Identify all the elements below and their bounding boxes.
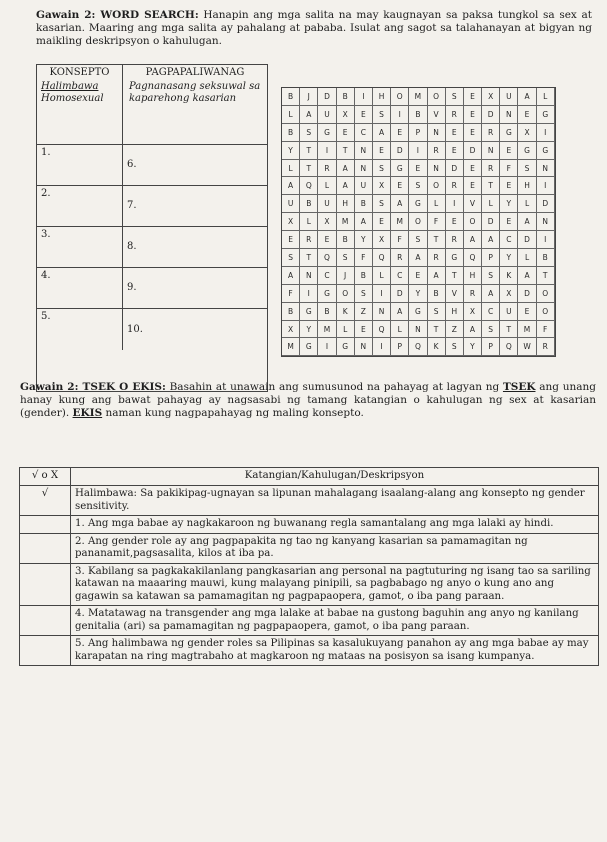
grid-cell[interactable]: R: [300, 231, 318, 249]
grid-cell[interactable]: E: [409, 267, 427, 285]
grid-cell[interactable]: T: [300, 142, 318, 160]
grid-cell[interactable]: F: [282, 285, 300, 303]
grid-cell[interactable]: M: [337, 213, 355, 231]
grid-cell[interactable]: A: [464, 321, 482, 339]
grid-cell[interactable]: A: [282, 177, 300, 195]
grid-cell[interactable]: S: [337, 249, 355, 267]
grid-cell[interactable]: S: [446, 338, 464, 356]
grid-cell[interactable]: S: [428, 303, 446, 321]
grid-cell[interactable]: I: [446, 195, 464, 213]
grid-cell[interactable]: T: [300, 160, 318, 178]
statement-text: 2. Ang gender role ay ang pagpapakita ng tao ng kanyang kasarian sa pamamagitan ng pananamit,pagsasalita, kilos at iba pa.: [71, 533, 599, 563]
grid-cell[interactable]: H: [373, 88, 391, 106]
grid-cell[interactable]: U: [355, 177, 373, 195]
grid-cell[interactable]: Q: [464, 249, 482, 267]
grid-cell[interactable]: D: [446, 160, 464, 178]
grid-cell[interactable]: I: [318, 338, 336, 356]
grid-cell[interactable]: L: [318, 177, 336, 195]
grid-cell[interactable]: S: [482, 267, 500, 285]
grid-cell[interactable]: E: [464, 177, 482, 195]
grid-cell[interactable]: E: [500, 213, 518, 231]
grid-cell[interactable]: E: [500, 177, 518, 195]
grid-cell[interactable]: Y: [409, 285, 427, 303]
answer-row[interactable]: 4. 9.: [37, 268, 267, 309]
grid-cell[interactable]: Y: [300, 321, 318, 339]
mark-cell[interactable]: [20, 606, 71, 636]
grid-cell[interactable]: I: [409, 142, 427, 160]
grid-cell[interactable]: N: [355, 160, 373, 178]
grid-cell[interactable]: N: [355, 338, 373, 356]
grid-cell[interactable]: R: [391, 249, 409, 267]
grid-cell[interactable]: X: [282, 321, 300, 339]
tsek-ekis-table: [19, 467, 599, 666]
grid-cell[interactable]: S: [446, 88, 464, 106]
mark-cell: √: [20, 486, 71, 516]
grid-cell[interactable]: I: [318, 142, 336, 160]
table-row: [20, 533, 599, 563]
statement-text: 5. Ang halimbawa ng gender roles sa Pilipinas sa kasalukuyang panahon ay ang mga babae ay may karapatan na ring magtrabaho at magkaroon ng mataas na posisyon sa isang kumpanya.: [71, 636, 599, 666]
grid-cell[interactable]: B: [300, 195, 318, 213]
activity-instructions: [36, 9, 592, 48]
grid-cell[interactable]: B: [409, 106, 427, 124]
grid-cell[interactable]: U: [318, 106, 336, 124]
grid-cell[interactable]: E: [355, 106, 373, 124]
grid-cell[interactable]: F: [537, 321, 555, 339]
grid-cell[interactable]: C: [318, 267, 336, 285]
table-row: [20, 486, 599, 516]
grid-cell[interactable]: M: [409, 88, 427, 106]
grid-cell[interactable]: A: [373, 124, 391, 142]
grid-cell[interactable]: G: [318, 124, 336, 142]
example-term: Homosexual: [41, 93, 104, 104]
grid-cell[interactable]: E: [391, 177, 409, 195]
grid-cell[interactable]: G: [500, 124, 518, 142]
grid-cell[interactable]: G: [446, 249, 464, 267]
grid-cell[interactable]: T: [482, 177, 500, 195]
grid-cell[interactable]: D: [318, 88, 336, 106]
grid-cell[interactable]: A: [518, 267, 536, 285]
grid-cell[interactable]: P: [391, 338, 409, 356]
grid-cell[interactable]: R: [446, 177, 464, 195]
ekis-label: EKIS: [72, 407, 103, 419]
grid-cell[interactable]: S: [409, 231, 427, 249]
grid-cell[interactable]: D: [482, 213, 500, 231]
word-search-grid[interactable]: [281, 87, 556, 357]
grid-cell[interactable]: G: [409, 303, 427, 321]
grid-cell[interactable]: S: [409, 177, 427, 195]
grid-cell[interactable]: L: [428, 195, 446, 213]
grid-cell[interactable]: A: [391, 195, 409, 213]
grid-cell[interactable]: T: [337, 142, 355, 160]
grid-cell[interactable]: K: [500, 267, 518, 285]
grid-cell[interactable]: W: [518, 338, 536, 356]
grid-cell[interactable]: L: [282, 106, 300, 124]
example-description: Pagnanasang seksuwal sa kaparehong kasarian: [129, 81, 261, 104]
description-column-header: Katangian/Kahulugan/Deskripsyon: [71, 468, 599, 486]
grid-cell[interactable]: U: [318, 195, 336, 213]
grid-cell[interactable]: O: [409, 213, 427, 231]
activity-instructions-text: Hanapin ang mga salita na may kaugnayan sa paksa tungkol sa sex at kasarian. Maaring ang mga salita ay pahalang at pababa. Isulat ang sagot sa talahanayan at bigyan ng maikling deskripsyon o kahulugan.: [36, 9, 592, 47]
grid-cell[interactable]: E: [337, 124, 355, 142]
mark-column-header: √ o X: [20, 468, 71, 486]
grid-cell[interactable]: E: [446, 142, 464, 160]
grid-cell[interactable]: D: [482, 106, 500, 124]
grid-cell[interactable]: A: [428, 267, 446, 285]
grid-cell[interactable]: N: [428, 160, 446, 178]
grid-cell[interactable]: X: [500, 285, 518, 303]
grid-cell[interactable]: B: [337, 231, 355, 249]
grid-cell[interactable]: O: [428, 88, 446, 106]
grid-cell[interactable]: Y: [282, 142, 300, 160]
grid-cell[interactable]: I: [537, 231, 555, 249]
grid-cell[interactable]: P: [409, 124, 427, 142]
grid-cell[interactable]: M: [391, 213, 409, 231]
grid-cell[interactable]: G: [537, 142, 555, 160]
table-row: [20, 636, 599, 666]
grid-cell[interactable]: Z: [355, 303, 373, 321]
grid-cell[interactable]: E: [446, 124, 464, 142]
grid-cell[interactable]: S: [282, 249, 300, 267]
table-row: [20, 606, 599, 636]
grid-cell[interactable]: F: [355, 249, 373, 267]
grid-cell[interactable]: E: [500, 142, 518, 160]
grid-cell[interactable]: I: [373, 285, 391, 303]
grid-cell[interactable]: R: [482, 124, 500, 142]
grid-cell[interactable]: N: [300, 267, 318, 285]
grid-cell[interactable]: D: [518, 231, 536, 249]
grid-cell[interactable]: G: [300, 303, 318, 321]
grid-cell[interactable]: I: [373, 338, 391, 356]
grid-cell[interactable]: R: [482, 160, 500, 178]
grid-cell[interactable]: B: [282, 88, 300, 106]
statement-text: Halimbawa: Sa pakikipag-ugnayan sa lipunan mahalagang isaalang-alang ang konsepto ng gender sensitivity.: [71, 486, 599, 516]
grid-cell[interactable]: I: [355, 88, 373, 106]
grid-cell[interactable]: X: [482, 88, 500, 106]
grid-cell[interactable]: R: [428, 249, 446, 267]
grid-cell[interactable]: L: [282, 160, 300, 178]
table-row: [20, 563, 599, 606]
pagpapaliwanag-header: PAGPAPALIWANAG: [145, 67, 245, 78]
grid-cell[interactable]: A: [482, 285, 500, 303]
grid-cell[interactable]: C: [500, 231, 518, 249]
grid-cell[interactable]: J: [337, 267, 355, 285]
grid-cell[interactable]: B: [428, 285, 446, 303]
grid-cell[interactable]: E: [518, 106, 536, 124]
grid-cell[interactable]: D: [391, 142, 409, 160]
grid-cell[interactable]: U: [500, 303, 518, 321]
grid-cell[interactable]: E: [464, 124, 482, 142]
grid-cell[interactable]: S: [373, 160, 391, 178]
grid-cell[interactable]: F: [500, 160, 518, 178]
grid-cell[interactable]: A: [337, 160, 355, 178]
grid-cell[interactable]: T: [428, 231, 446, 249]
answer-row[interactable]: 5. 10.: [37, 309, 267, 350]
grid-cell[interactable]: B: [355, 195, 373, 213]
grid-cell[interactable]: B: [318, 303, 336, 321]
grid-cell[interactable]: A: [300, 106, 318, 124]
grid-cell[interactable]: X: [282, 213, 300, 231]
grid-cell[interactable]: J: [300, 88, 318, 106]
grid-cell[interactable]: L: [373, 267, 391, 285]
grid-cell[interactable]: N: [428, 124, 446, 142]
grid-cell[interactable]: C: [391, 267, 409, 285]
grid-cell[interactable]: O: [391, 88, 409, 106]
grid-cell[interactable]: Q: [300, 177, 318, 195]
grid-cell[interactable]: D: [537, 195, 555, 213]
grid-cell[interactable]: L: [518, 249, 536, 267]
section2-title: Gawain 2: TSEK O EKIS:: [20, 381, 166, 393]
tsek-label: TSEK: [502, 381, 536, 393]
grid-cell[interactable]: A: [355, 213, 373, 231]
grid-cell[interactable]: O: [537, 285, 555, 303]
grid-cell[interactable]: S: [355, 285, 373, 303]
grid-cell[interactable]: V: [464, 195, 482, 213]
example-label: Halimbawa: [41, 81, 99, 92]
grid-cell[interactable]: Q: [373, 321, 391, 339]
grid-cell[interactable]: R: [318, 160, 336, 178]
grid-cell[interactable]: R: [537, 338, 555, 356]
grid-cell[interactable]: C: [482, 303, 500, 321]
grid-cell[interactable]: Q: [500, 338, 518, 356]
grid-cell[interactable]: T: [500, 321, 518, 339]
statement-text: 3. Kabilang sa pagkakakilanlang pangkasarian ang personal na pagtuturing ng isang tao sa sariling katawan na maaaring mauwi, kung malayang pinipili, sa pagbabago ng anyo o kung ano ang gagawin sa katawan sa pamamagitan ng pagpapaopera, gamot, o iba pang paraan.: [71, 563, 599, 606]
grid-cell[interactable]: B: [282, 124, 300, 142]
grid-cell[interactable]: Y: [500, 195, 518, 213]
grid-cell[interactable]: X: [373, 177, 391, 195]
grid-cell[interactable]: G: [318, 285, 336, 303]
grid-cell[interactable]: N: [482, 142, 500, 160]
grid-cell[interactable]: Y: [500, 249, 518, 267]
statement-text: 1. Ang mga babae ay nagkakaroon ng buwanang regla samantalang ang mga lalaki ay hindi.: [71, 516, 599, 534]
grid-cell[interactable]: G: [300, 338, 318, 356]
grid-cell[interactable]: O: [537, 303, 555, 321]
grid-cell[interactable]: T: [300, 249, 318, 267]
grid-cell[interactable]: A: [391, 303, 409, 321]
grid-cell[interactable]: R: [464, 285, 482, 303]
grid-cell[interactable]: I: [391, 106, 409, 124]
grid-cell[interactable]: H: [446, 303, 464, 321]
answer-table: [36, 64, 268, 392]
grid-cell[interactable]: A: [518, 88, 536, 106]
grid-cell[interactable]: S: [518, 160, 536, 178]
grid-cell[interactable]: I: [537, 177, 555, 195]
grid-cell[interactable]: D: [391, 285, 409, 303]
grid-cell[interactable]: E: [464, 160, 482, 178]
answer-row[interactable]: 3. 8.: [37, 227, 267, 268]
grid-cell[interactable]: C: [355, 124, 373, 142]
grid-cell[interactable]: H: [518, 177, 536, 195]
grid-cell[interactable]: Q: [318, 249, 336, 267]
grid-cell[interactable]: G: [518, 142, 536, 160]
grid-cell[interactable]: G: [537, 106, 555, 124]
grid-cell[interactable]: N: [500, 106, 518, 124]
grid-cell[interactable]: E: [355, 321, 373, 339]
grid-cell[interactable]: S: [300, 124, 318, 142]
grid-cell[interactable]: A: [282, 267, 300, 285]
grid-cell[interactable]: T: [537, 267, 555, 285]
grid-cell[interactable]: E: [446, 213, 464, 231]
mark-cell[interactable]: [20, 636, 71, 666]
grid-cell[interactable]: O: [428, 177, 446, 195]
grid-cell[interactable]: V: [428, 106, 446, 124]
grid-cell[interactable]: Z: [446, 321, 464, 339]
grid-cell[interactable]: T: [428, 321, 446, 339]
grid-cell[interactable]: Q: [409, 338, 427, 356]
grid-cell[interactable]: L: [337, 321, 355, 339]
grid-cell[interactable]: U: [500, 88, 518, 106]
grid-cell[interactable]: Y: [464, 338, 482, 356]
grid-cell[interactable]: L: [482, 195, 500, 213]
grid-cell[interactable]: Q: [373, 249, 391, 267]
section2-instructions: Gawain 2: TSEK O EKIS: Basahin at unawain ang sumusunod na pahayag at lagyan ng TSEK ang unang hanay kung ang bawat pahayag ay nagsasabi ng tamang katangian o kahulugan ng sex at kasarian (gender). EKIS naman kung nagpapahayag ng maling konsepto.: [20, 381, 596, 419]
grid-cell[interactable]: P: [482, 338, 500, 356]
grid-cell[interactable]: X: [464, 303, 482, 321]
grid-cell[interactable]: X: [337, 106, 355, 124]
grid-cell[interactable]: O: [337, 285, 355, 303]
mark-cell[interactable]: [20, 516, 71, 534]
grid-cell[interactable]: H: [337, 195, 355, 213]
grid-cell[interactable]: B: [537, 249, 555, 267]
grid-cell[interactable]: M: [518, 321, 536, 339]
grid-cell[interactable]: S: [373, 106, 391, 124]
grid-cell[interactable]: A: [482, 231, 500, 249]
grid-cell[interactable]: E: [464, 88, 482, 106]
answer-row[interactable]: 2. 7.: [37, 186, 267, 227]
grid-cell[interactable]: S: [482, 321, 500, 339]
grid-cell[interactable]: A: [518, 213, 536, 231]
grid-cell[interactable]: X: [318, 213, 336, 231]
grid-cell[interactable]: N: [537, 213, 555, 231]
grid-cell[interactable]: D: [518, 285, 536, 303]
grid-cell[interactable]: N: [355, 142, 373, 160]
grid-cell[interactable]: L: [300, 213, 318, 231]
grid-cell[interactable]: O: [464, 213, 482, 231]
grid-cell[interactable]: E: [409, 160, 427, 178]
grid-cell[interactable]: N: [409, 321, 427, 339]
grid-cell[interactable]: R: [446, 106, 464, 124]
grid-cell[interactable]: I: [300, 285, 318, 303]
grid-cell[interactable]: N: [373, 303, 391, 321]
grid-cell[interactable]: A: [464, 231, 482, 249]
grid-cell[interactable]: L: [391, 321, 409, 339]
grid-cell[interactable]: M: [282, 338, 300, 356]
activity-title: Gawain 2: WORD SEARCH:: [36, 9, 199, 21]
grid-cell[interactable]: D: [464, 142, 482, 160]
grid-cell[interactable]: B: [337, 88, 355, 106]
grid-cell[interactable]: M: [318, 321, 336, 339]
grid-cell[interactable]: I: [537, 124, 555, 142]
konsepto-header: KONSEPTO: [49, 67, 110, 78]
grid-cell[interactable]: K: [337, 303, 355, 321]
grid-cell[interactable]: E: [391, 124, 409, 142]
grid-cell[interactable]: L: [537, 88, 555, 106]
grid-cell[interactable]: E: [373, 142, 391, 160]
grid-cell[interactable]: R: [446, 231, 464, 249]
grid-cell[interactable]: E: [373, 213, 391, 231]
grid-cell[interactable]: F: [391, 231, 409, 249]
mark-cell[interactable]: [20, 563, 71, 606]
answer-row[interactable]: 1. 6.: [37, 145, 267, 186]
table-row: [20, 516, 599, 534]
grid-cell[interactable]: B: [282, 303, 300, 321]
grid-cell[interactable]: F: [428, 213, 446, 231]
grid-cell[interactable]: A: [409, 249, 427, 267]
grid-cell[interactable]: H: [464, 267, 482, 285]
grid-cell[interactable]: L: [518, 195, 536, 213]
grid-cell[interactable]: U: [282, 195, 300, 213]
grid-cell[interactable]: G: [409, 195, 427, 213]
grid-cell[interactable]: G: [337, 338, 355, 356]
grid-cell[interactable]: R: [428, 142, 446, 160]
grid-cell[interactable]: E: [282, 231, 300, 249]
grid-cell[interactable]: Y: [355, 231, 373, 249]
grid-cell[interactable]: E: [464, 106, 482, 124]
grid-cell[interactable]: E: [318, 231, 336, 249]
mark-cell[interactable]: [20, 533, 71, 563]
grid-cell[interactable]: X: [518, 124, 536, 142]
grid-cell[interactable]: E: [518, 303, 536, 321]
grid-cell[interactable]: X: [373, 231, 391, 249]
grid-cell[interactable]: P: [482, 249, 500, 267]
grid-cell[interactable]: V: [446, 285, 464, 303]
grid-cell[interactable]: K: [428, 338, 446, 356]
grid-cell[interactable]: A: [337, 177, 355, 195]
grid-cell[interactable]: G: [391, 160, 409, 178]
statement-text: 4. Matatawag na transgender ang mga lalake at babae na gustong baguhin ang anyo ng kanilang genitalia (ari) sa pamamagitan ng pagpapaopera, gamot, o iba pang paraan.: [71, 606, 599, 636]
grid-cell[interactable]: N: [537, 160, 555, 178]
grid-cell[interactable]: S: [373, 195, 391, 213]
grid-cell[interactable]: B: [355, 267, 373, 285]
grid-cell[interactable]: T: [446, 267, 464, 285]
